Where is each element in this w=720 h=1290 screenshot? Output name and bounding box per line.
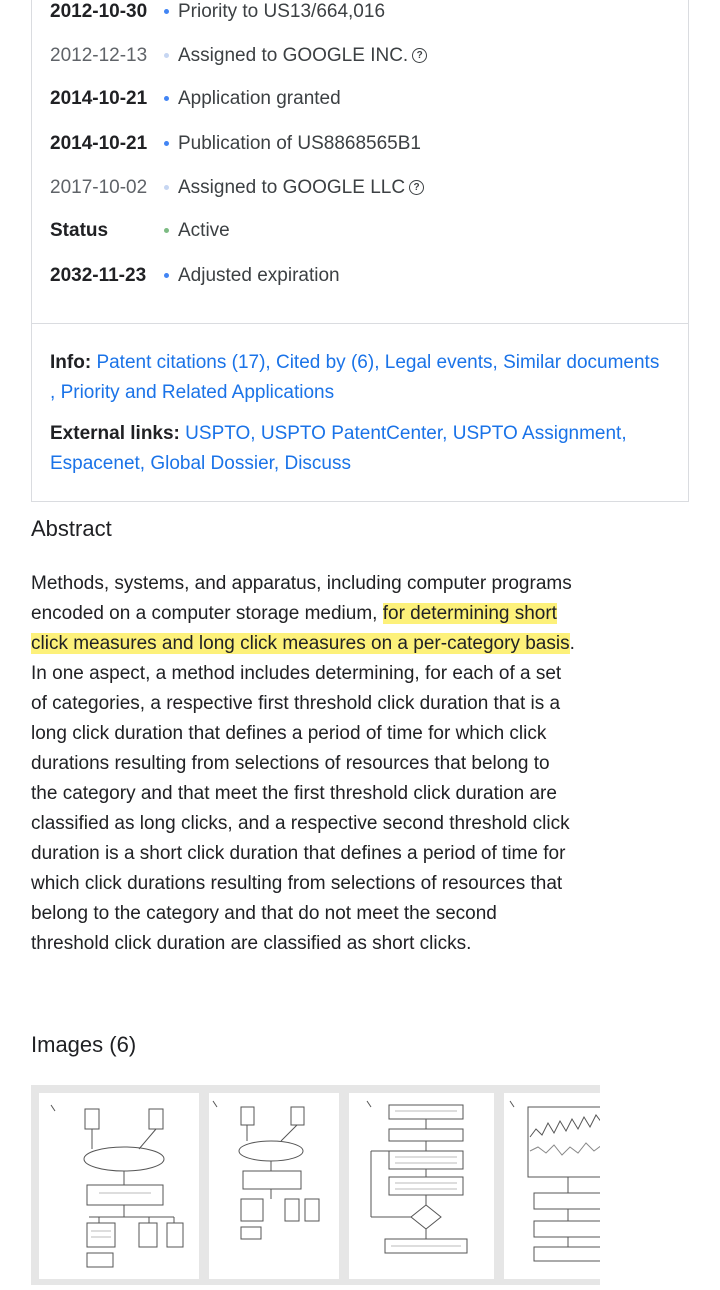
event-row (50, 132, 670, 156)
timeline-dot-icon (164, 53, 169, 58)
event-row (50, 0, 670, 24)
patent-image-thumbnail[interactable] (504, 1093, 600, 1279)
link-legal-events[interactable]: Legal events (384, 352, 493, 373)
event-date: Status (50, 220, 109, 241)
event-row (50, 87, 670, 111)
event-row (50, 264, 670, 288)
figure-diagram-icon (209, 1093, 339, 1279)
link-global-dossier[interactable]: Global Dossier (150, 453, 274, 474)
timeline-dot-icon (164, 9, 169, 14)
timeline-dot-icon (164, 185, 169, 190)
abstract-text-start: Methods, systems, and apparatus, including computer programs encoded on a computer storage medium, (31, 573, 572, 624)
abstract-text-end: . In one aspect, a method includes determining, for each of a set of categories, a respective first threshold click duration that is a long click duration that defines a period of time for which click durations resulting from selections of resources that belong to the category and that meet the first threshold click duration are classified as long clicks, and a respective second threshold click duration is a short click duration that defines a period of time for which click durations resulting from selections of resources that belong to the category and that do not meet the second threshold click duration are classified as short clicks. (31, 633, 575, 954)
event-description-text: Priority to US13/664,016 (178, 1, 386, 22)
event-description (178, 0, 385, 24)
event-date: 2032-11-23 (50, 265, 147, 286)
patent-image-thumbnail[interactable] (39, 1093, 199, 1279)
link-similar-documents[interactable]: Similar documents (503, 352, 660, 373)
event-description-text: Application granted (178, 88, 341, 109)
abstract-heading: Abstract (31, 516, 112, 541)
info-links: Info: Patent citations (17), Cited by (6), Legal events, Similar documents , Priority and Related Applications (50, 352, 660, 403)
event-row (50, 44, 670, 68)
event-description (178, 44, 427, 68)
event-description (178, 87, 341, 111)
event-description (178, 176, 424, 200)
event-description-text: Adjusted expiration (178, 265, 340, 286)
external-links-label: External links: (50, 423, 180, 444)
timeline-dot-icon (164, 141, 169, 146)
link-priority-related-applications[interactable]: Priority and Related Applications (60, 382, 335, 403)
event-row (50, 176, 670, 200)
event-description-text: Assigned to GOOGLE INC. (178, 45, 409, 66)
timeline-dot-icon (164, 273, 169, 278)
event-date: 2014-10-21 (50, 133, 148, 154)
images-carousel[interactable] (31, 1085, 600, 1285)
event-description (178, 219, 230, 243)
link-uspto-assignment[interactable]: USPTO Assignment (452, 423, 622, 444)
link-cited-by[interactable]: Cited by (6) (275, 352, 375, 373)
event-date: 2014-10-21 (50, 88, 148, 109)
link-patent-citations[interactable]: Patent citations (17) (96, 352, 266, 373)
event-date: 2017-10-02 (50, 177, 148, 198)
abstract-highlight: for determining short click measures and long click measures on a per-category basis (31, 603, 570, 654)
patent-image-thumbnail[interactable] (209, 1093, 339, 1279)
info-label: Info: (50, 352, 92, 373)
event-date: 2012-10-30 (50, 1, 148, 22)
event-description-text: Assigned to GOOGLE LLC (178, 177, 406, 198)
event-description (178, 264, 340, 288)
event-description (178, 132, 421, 156)
event-date: 2012-12-13 (50, 45, 148, 66)
event-row (50, 219, 670, 243)
link-uspto[interactable]: USPTO (185, 423, 251, 444)
images-heading: Images (6) (31, 1032, 137, 1057)
link-uspto-patentcenter[interactable]: USPTO PatentCenter (260, 423, 443, 444)
timeline-dot-icon (164, 228, 169, 233)
figure-diagram-icon (39, 1093, 199, 1279)
external-links: External links: USPTO, USPTO PatentCenter, USPTO Assignment, Espacenet, Global Dossier, Discuss (50, 423, 627, 474)
figure-flowchart-icon (349, 1093, 494, 1279)
link-discuss[interactable]: Discuss (284, 453, 351, 474)
timeline-dot-icon (164, 96, 169, 101)
event-description-text: Active (178, 220, 230, 241)
abstract-text (31, 569, 576, 959)
event-description-text: Publication of US8868565B1 (178, 133, 421, 154)
help-icon[interactable]: ? (412, 48, 427, 63)
figure-graph-icon (504, 1093, 600, 1279)
help-icon[interactable]: ? (409, 180, 424, 195)
patent-image-thumbnail[interactable] (349, 1093, 494, 1279)
link-espacenet[interactable]: Espacenet (50, 453, 140, 474)
